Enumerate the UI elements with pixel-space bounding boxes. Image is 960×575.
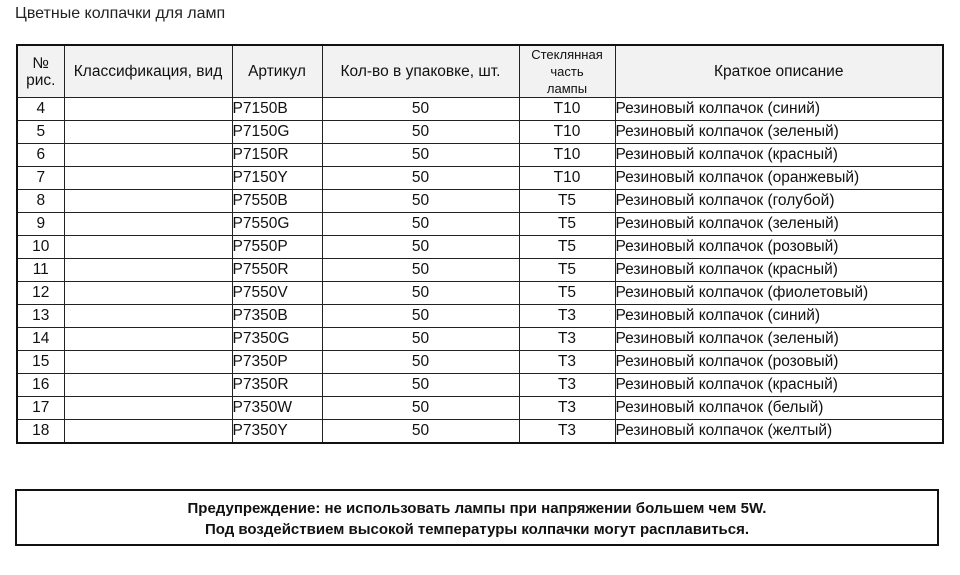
warning-line1: Предупреждение: не использовать лампы при напряжении большем чем 5W. bbox=[187, 500, 767, 517]
cell-quantity: 50 bbox=[322, 98, 519, 121]
cell-description: Резиновый колпачок (фиолетовый) bbox=[615, 282, 943, 305]
cell-num: 14 bbox=[17, 328, 64, 351]
table-row bbox=[17, 328, 943, 351]
cell-num: 15 bbox=[17, 351, 64, 374]
table-row bbox=[17, 374, 943, 397]
warning-box bbox=[15, 489, 939, 546]
cell-glass: T3 bbox=[519, 374, 615, 397]
cell-description: Резиновый колпачок (оранжевый) bbox=[615, 167, 943, 190]
cell-glass: T3 bbox=[519, 420, 615, 444]
cell-classification bbox=[64, 167, 232, 190]
cell-article: P7150R bbox=[232, 144, 322, 167]
cell-quantity: 50 bbox=[322, 121, 519, 144]
cell-num: 9 bbox=[17, 213, 64, 236]
cell-num: 16 bbox=[17, 374, 64, 397]
table-row bbox=[17, 259, 943, 282]
table-body bbox=[17, 98, 943, 444]
cell-classification bbox=[64, 190, 232, 213]
cell-classification bbox=[64, 259, 232, 282]
cell-glass: T10 bbox=[519, 144, 615, 167]
cell-classification bbox=[64, 397, 232, 420]
table-row bbox=[17, 397, 943, 420]
table-row bbox=[17, 351, 943, 374]
warning-line2: Под воздействием высокой температуры колпачки могут расплавиться. bbox=[204, 521, 750, 538]
cell-glass: T5 bbox=[519, 259, 615, 282]
cell-article: P7350Y bbox=[232, 420, 322, 444]
cell-article: P7550G bbox=[232, 213, 322, 236]
cell-classification bbox=[64, 98, 232, 121]
cell-article: P7150B bbox=[232, 98, 322, 121]
table-row bbox=[17, 420, 943, 444]
cell-article: P7550B bbox=[232, 190, 322, 213]
header-quantity: Кол-во в упаковке, шт. bbox=[322, 45, 519, 98]
cell-glass: T3 bbox=[519, 305, 615, 328]
cell-article: P7550R bbox=[232, 259, 322, 282]
cell-num: 8 bbox=[17, 190, 64, 213]
cell-glass: T10 bbox=[519, 98, 615, 121]
cell-quantity: 50 bbox=[322, 144, 519, 167]
cell-article: P7350P bbox=[232, 351, 322, 374]
cell-article: P7350G bbox=[232, 328, 322, 351]
cell-classification bbox=[64, 236, 232, 259]
cell-article: P7350R bbox=[232, 374, 322, 397]
cell-description: Резиновый колпачок (красный) bbox=[615, 259, 943, 282]
cell-num: 13 bbox=[17, 305, 64, 328]
cell-quantity: 50 bbox=[322, 213, 519, 236]
cell-num: 7 bbox=[17, 167, 64, 190]
cell-description: Резиновый колпачок (красный) bbox=[615, 144, 943, 167]
cell-num: 5 bbox=[17, 121, 64, 144]
cell-classification bbox=[64, 213, 232, 236]
cell-classification bbox=[64, 374, 232, 397]
cell-article: P7550P bbox=[232, 236, 322, 259]
cell-glass: T5 bbox=[519, 236, 615, 259]
cell-description: Резиновый колпачок (зеленый) bbox=[615, 328, 943, 351]
table-row bbox=[17, 167, 943, 190]
cell-quantity: 50 bbox=[322, 190, 519, 213]
cell-classification bbox=[64, 420, 232, 444]
header-glass bbox=[519, 45, 615, 98]
cell-description: Резиновый колпачок (зеленый) bbox=[615, 213, 943, 236]
header-num-line2: рис. bbox=[26, 71, 56, 89]
table-row bbox=[17, 213, 943, 236]
cell-description: Резиновый колпачок (синий) bbox=[615, 98, 943, 121]
cell-description: Резиновый колпачок (розовый) bbox=[615, 351, 943, 374]
cell-description: Резиновый колпачок (красный) bbox=[615, 374, 943, 397]
cell-quantity: 50 bbox=[322, 167, 519, 190]
cell-article: P7350B bbox=[232, 305, 322, 328]
cell-num: 10 bbox=[17, 236, 64, 259]
cell-glass: T3 bbox=[519, 351, 615, 374]
cell-article: P7550V bbox=[232, 282, 322, 305]
cell-classification bbox=[64, 121, 232, 144]
cell-quantity: 50 bbox=[322, 374, 519, 397]
cell-glass: T3 bbox=[519, 397, 615, 420]
cell-article: P7150Y bbox=[232, 167, 322, 190]
cell-article: P7150G bbox=[232, 121, 322, 144]
cell-num: 17 bbox=[17, 397, 64, 420]
cell-glass: T5 bbox=[519, 213, 615, 236]
cell-description: Резиновый колпачок (зеленый) bbox=[615, 121, 943, 144]
cell-quantity: 50 bbox=[322, 351, 519, 374]
cell-glass: T5 bbox=[519, 282, 615, 305]
cell-glass: T10 bbox=[519, 121, 615, 144]
cell-description: Резиновый колпачок (желтый) bbox=[615, 420, 943, 444]
cell-glass: T5 bbox=[519, 190, 615, 213]
cell-quantity: 50 bbox=[322, 282, 519, 305]
header-classification: Классификация, вид bbox=[64, 45, 232, 98]
cell-num: 12 bbox=[17, 282, 64, 305]
page-title: Цветные колпачки для ламп bbox=[15, 5, 226, 22]
cell-glass: T3 bbox=[519, 328, 615, 351]
cell-classification bbox=[64, 305, 232, 328]
cell-description: Резиновый колпачок (синий) bbox=[615, 305, 943, 328]
cell-num: 11 bbox=[17, 259, 64, 282]
cell-quantity: 50 bbox=[322, 397, 519, 420]
cell-quantity: 50 bbox=[322, 305, 519, 328]
cell-classification bbox=[64, 144, 232, 167]
table-row bbox=[17, 98, 943, 121]
header-num bbox=[17, 45, 64, 98]
header-glass-line1: Стеклянная bbox=[531, 47, 603, 62]
cell-quantity: 50 bbox=[322, 420, 519, 444]
table-row bbox=[17, 144, 943, 167]
table-row bbox=[17, 236, 943, 259]
table-row bbox=[17, 121, 943, 144]
table-row bbox=[17, 282, 943, 305]
cell-classification bbox=[64, 351, 232, 374]
cell-num: 18 bbox=[17, 420, 64, 444]
cell-glass: T10 bbox=[519, 167, 615, 190]
cell-description: Резиновый колпачок (голубой) bbox=[615, 190, 943, 213]
header-glass-line2: часть bbox=[550, 64, 584, 79]
header-article: Артикул bbox=[232, 45, 322, 98]
table-header-row bbox=[17, 45, 943, 98]
header-num-line1: № bbox=[32, 54, 50, 72]
cell-article: P7350W bbox=[232, 397, 322, 420]
cell-description: Резиновый колпачок (розовый) bbox=[615, 236, 943, 259]
cell-description: Резиновый колпачок (белый) bbox=[615, 397, 943, 420]
header-glass-line3: лампы bbox=[546, 81, 588, 96]
header-description: Краткое описание bbox=[615, 45, 943, 98]
cell-num: 4 bbox=[17, 98, 64, 121]
cell-classification bbox=[64, 282, 232, 305]
cell-quantity: 50 bbox=[322, 328, 519, 351]
cell-classification bbox=[64, 328, 232, 351]
cell-quantity: 50 bbox=[322, 259, 519, 282]
table-row bbox=[17, 190, 943, 213]
cell-quantity: 50 bbox=[322, 236, 519, 259]
table-row bbox=[17, 305, 943, 328]
parts-table bbox=[16, 44, 944, 444]
cell-num: 6 bbox=[17, 144, 64, 167]
